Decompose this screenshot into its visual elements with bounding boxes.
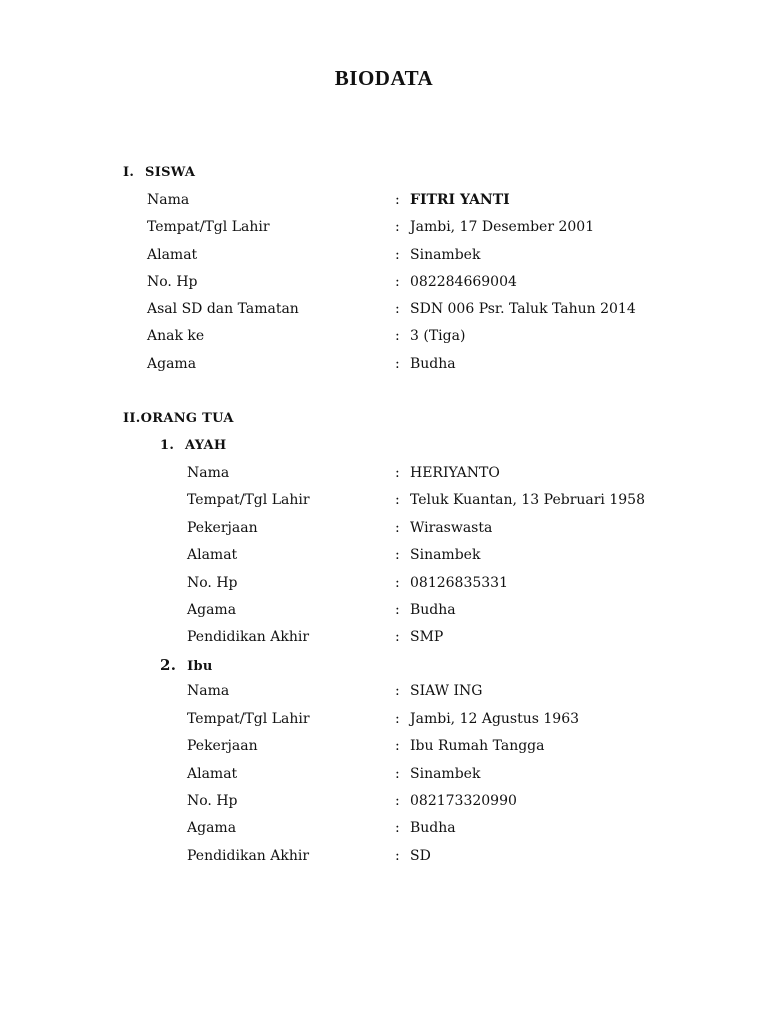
- field-value: 08126835331: [410, 575, 508, 591]
- field-separator: :: [395, 602, 400, 618]
- field-value: Sinambek: [410, 247, 481, 263]
- field-label: Alamat: [147, 247, 198, 263]
- field-value: Sinambek: [410, 547, 481, 563]
- field-separator: :: [395, 520, 400, 536]
- field-separator: :: [395, 192, 400, 208]
- field-separator: :: [395, 356, 400, 372]
- subsection-title: Ibu: [187, 659, 213, 674]
- field-separator: :: [395, 274, 400, 290]
- field-label: Tempat/Tgl Lahir: [187, 711, 310, 727]
- subsection-number: 2.: [160, 656, 177, 674]
- field-label: Alamat: [187, 766, 238, 782]
- field-label: No. Hp: [187, 793, 238, 809]
- field-separator: :: [395, 219, 400, 235]
- field-label: No. Hp: [147, 274, 198, 290]
- field-separator: :: [395, 738, 400, 754]
- field-value: SIAW ING: [410, 683, 483, 699]
- field-value: Budha: [410, 602, 456, 618]
- field-label: Pekerjaan: [187, 738, 258, 754]
- field-label: Tempat/Tgl Lahir: [187, 492, 310, 508]
- document-title: BIODATA: [334, 66, 434, 90]
- field-label: No. Hp: [187, 575, 238, 591]
- field-separator: :: [395, 575, 400, 591]
- section-number: I.: [123, 165, 135, 180]
- field-separator: :: [395, 629, 400, 645]
- field-label: Pekerjaan: [187, 520, 258, 536]
- field-label: Nama: [187, 683, 230, 699]
- field-value: Budha: [410, 356, 456, 372]
- field-value: SMP: [410, 629, 444, 645]
- subsection-ibu-heading: [160, 656, 213, 674]
- subsection-number: 1.: [160, 438, 175, 453]
- field-value: SD: [410, 848, 431, 864]
- field-label: Asal SD dan Tamatan: [147, 301, 299, 317]
- field-value: HERIYANTO: [410, 465, 500, 481]
- field-separator: :: [395, 766, 400, 782]
- field-value: Wiraswasta: [410, 520, 493, 536]
- field-label: Pendidikan Akhir: [187, 848, 310, 864]
- section-siswa-heading: [123, 165, 195, 180]
- field-label: Agama: [187, 602, 237, 618]
- field-value: Jambi, 12 Agustus 1963: [410, 711, 580, 727]
- field-label: Tempat/Tgl Lahir: [147, 219, 270, 235]
- field-label: Agama: [147, 356, 197, 372]
- field-separator: :: [395, 492, 400, 508]
- field-value: Jambi, 17 Desember 2001: [410, 219, 595, 235]
- field-value: Ibu Rumah Tangga: [410, 738, 545, 754]
- field-value: Sinambek: [410, 766, 481, 782]
- field-label: Pendidikan Akhir: [187, 629, 310, 645]
- field-separator: :: [395, 711, 400, 727]
- subsection-ayah-heading: [160, 438, 226, 453]
- field-separator: :: [395, 247, 400, 263]
- field-value: 082173320990: [410, 793, 517, 809]
- field-separator: :: [395, 301, 400, 317]
- field-separator: :: [395, 683, 400, 699]
- field-separator: :: [395, 547, 400, 563]
- section-title: ORANG TUA: [140, 411, 234, 426]
- field-separator: :: [395, 328, 400, 344]
- field-label: Nama: [187, 465, 230, 481]
- field-value: 3 (Tiga): [410, 328, 466, 344]
- field-separator: :: [395, 793, 400, 809]
- section-title: SISWA: [145, 165, 196, 180]
- field-label: Nama: [147, 192, 190, 208]
- field-value: SDN 006 Psr. Taluk Tahun 2014: [410, 301, 636, 317]
- field-separator: :: [395, 465, 400, 481]
- field-value: Teluk Kuantan, 13 Pebruari 1958: [410, 492, 645, 508]
- field-label: Alamat: [187, 547, 238, 563]
- field-label: Anak ke: [147, 328, 205, 344]
- field-label: Agama: [187, 820, 237, 836]
- field-separator: :: [395, 848, 400, 864]
- field-value: FITRI YANTI: [410, 192, 510, 208]
- field-value: 082284669004: [410, 274, 517, 290]
- section-orang-tua-heading: [123, 411, 234, 426]
- section-number: II.: [123, 411, 141, 426]
- field-value: Budha: [410, 820, 456, 836]
- field-separator: :: [395, 820, 400, 836]
- subsection-title: AYAH: [185, 438, 227, 453]
